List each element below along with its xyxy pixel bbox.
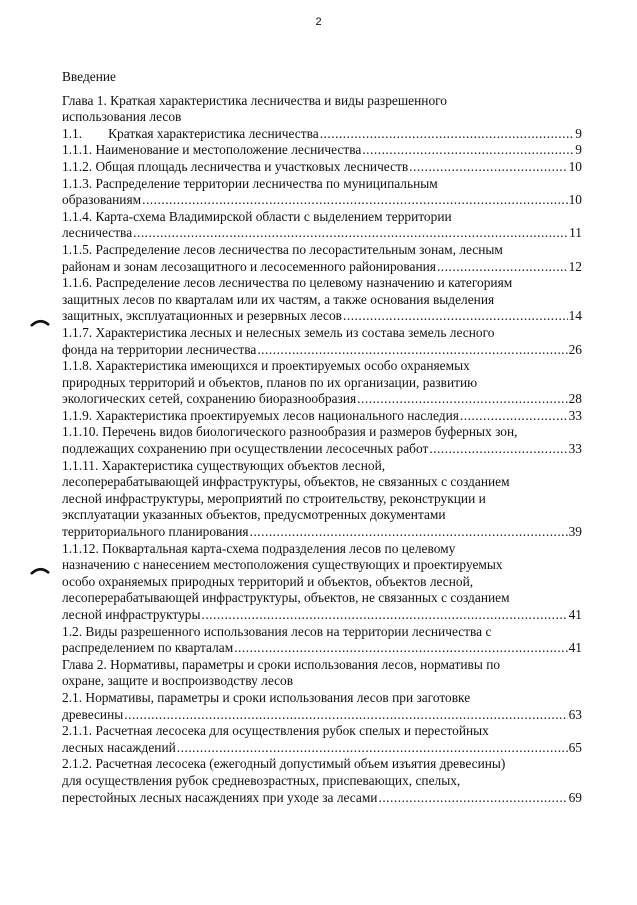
toc-entry xyxy=(62,209,582,242)
toc-entry-text: природных территорий и объектов, планов по их организации, развитию xyxy=(62,374,478,390)
scan-mark xyxy=(30,318,50,327)
toc-entry-page: 11 xyxy=(569,225,582,241)
toc-entry-text: 1.1.11. Характеристика существующих объектов лесной, xyxy=(62,457,386,473)
toc-entry-leader-line xyxy=(62,640,582,657)
dot-leader xyxy=(362,142,574,159)
toc-entry-page: 26 xyxy=(568,341,582,357)
toc-entry-page: 69 xyxy=(568,789,582,805)
toc-entry-text: защитных лесов по кварталам или их частям, а также основания выделения xyxy=(62,291,495,307)
toc-entry-leader-line xyxy=(62,790,582,807)
dot-leader xyxy=(429,441,567,458)
toc-entry-text: территориального планирования xyxy=(62,524,249,540)
toc-entry xyxy=(62,408,582,425)
toc-entry-page: 9 xyxy=(575,142,582,158)
toc-entry-text: 1.1.12. Поквартальная карта-схема подразделения лесов по целевому xyxy=(62,540,456,556)
dot-leader xyxy=(460,408,568,425)
toc-entry-text: защитных, эксплуатационных и резервных лесов xyxy=(62,308,342,324)
toc-entry xyxy=(62,358,582,408)
toc-entry-page: 12 xyxy=(568,258,582,274)
toc-entry xyxy=(62,142,582,159)
toc-entry-page: 28 xyxy=(568,391,582,407)
toc-entry-page: 41 xyxy=(568,640,582,656)
dot-leader xyxy=(257,342,567,359)
toc-entry-leader-line xyxy=(62,607,582,624)
toc-entry-text: лесоперерабатывающей инфраструктуры, объектов, не связанных с созданием xyxy=(62,590,510,606)
toc-entry xyxy=(62,458,582,541)
toc-entry-text: лесных насаждений xyxy=(62,739,176,755)
toc-entry-leader-line xyxy=(62,126,582,143)
toc-entry-text: 1.1.4. Карта-схема Владимирской области с выделением территории xyxy=(62,208,452,224)
toc-entry-title: Краткая характеристика лесничества xyxy=(108,125,319,141)
toc-entry-page: 9 xyxy=(575,125,582,141)
toc-entry xyxy=(62,690,582,723)
toc-entry-leader-line xyxy=(62,159,582,176)
toc-entry-text: 1.1.9. Характеристика проектируемых лесов национального наследия xyxy=(62,407,459,423)
toc-entry-text: лесной инфраструктуры, мероприятий по строительству, реконструкции и xyxy=(62,490,486,506)
dot-leader xyxy=(234,640,567,657)
toc-entry-text: перестойных лесных насаждениях при уходе за лесами xyxy=(62,789,378,805)
toc-entry-text: распределением по кварталам xyxy=(62,640,234,656)
toc-entry-text: использования лесов xyxy=(62,109,182,125)
toc-entry-page: 14 xyxy=(568,308,582,324)
toc-entry xyxy=(62,93,582,126)
toc-entry-text: подлежащих сохранению при осуществлении лесосечных работ xyxy=(62,441,429,457)
toc-entry-text: 1.1.10. Перечень видов биологического разнообразия и размеров буферных зон, xyxy=(62,424,518,440)
toc-entry-text: особо охраняемых природных территорий и объектов, объектов лесной, xyxy=(62,573,474,589)
toc-entry-leader-line xyxy=(62,441,582,458)
toc-entry-page: 33 xyxy=(568,441,582,457)
toc-entry xyxy=(62,275,582,325)
toc-entry xyxy=(62,424,582,457)
toc-entry-leader-line xyxy=(62,408,582,425)
dot-leader xyxy=(378,790,567,807)
toc-entry-leader-line xyxy=(62,391,582,408)
toc-entry-leader-line xyxy=(62,342,582,359)
toc-entry-text: Глава 1. Краткая характеристика лесничества и виды разрешенного xyxy=(62,92,447,108)
toc-entry-text xyxy=(62,126,319,143)
toc-entry-leader-line xyxy=(62,142,582,159)
dot-leader xyxy=(409,159,567,176)
toc-entry-page: 10 xyxy=(568,192,582,208)
toc-entry-text: 1.1.2. Общая площадь лесничества и участковых лесничеств xyxy=(62,158,409,174)
dot-leader xyxy=(124,707,567,724)
toc-entry xyxy=(62,657,582,690)
toc-entry xyxy=(62,242,582,275)
toc-entry-text: лесной инфраструктуры xyxy=(62,607,201,622)
dot-leader xyxy=(320,126,575,143)
toc-entry xyxy=(62,541,582,624)
toc-entry-text: лесоперерабатывающей инфраструктуры, объектов, не связанных с созданием xyxy=(62,474,510,490)
toc-entry-text: древесины xyxy=(62,706,124,722)
scan-mark xyxy=(30,566,50,575)
toc-entry-text: образованиям xyxy=(62,192,142,208)
toc-entry-text: 2.1.2. Расчетная лесосека (ежегодный допустимый объем изъятия древесины) xyxy=(62,756,506,772)
toc-entry-text: для осуществления рубок средневозрастных, приспевающих, спелых, xyxy=(62,772,461,788)
toc-entry-page: 10 xyxy=(568,158,582,174)
toc-entry-text: 1.1.1. Наименование и местоположение лесничества xyxy=(62,142,362,158)
toc-entry-page: 33 xyxy=(568,407,582,423)
dot-leader xyxy=(437,259,568,276)
toc-entry-text: 1.1.3. Распределение территории лесничества по муниципальным xyxy=(62,175,438,191)
toc-entry-leader-line xyxy=(62,524,582,541)
toc-entry-text: эксплуатации указанных объектов, предусмотренных документами xyxy=(62,507,446,523)
toc-entry-number: 1.1. xyxy=(62,125,83,141)
dot-leader xyxy=(133,225,568,242)
toc-entry-leader-line xyxy=(62,192,582,209)
toc-entry-leader-line xyxy=(62,308,582,325)
toc-entry xyxy=(62,176,582,209)
toc-entry-leader-line xyxy=(62,707,582,724)
toc-entry-page: 41 xyxy=(568,607,582,622)
dot-leader xyxy=(142,192,568,209)
toc-entry-text: охране, защите и воспроизводству лесов xyxy=(62,673,294,689)
table-of-contents xyxy=(62,69,582,806)
toc-entry-text: назначению с нанесением местоположения существующих и проектируемых xyxy=(62,557,503,573)
dot-leader xyxy=(250,524,568,541)
toc-entry-text: лесничества xyxy=(62,225,133,241)
toc-entry xyxy=(62,723,582,756)
toc-entry-text: Глава 2. Нормативы, параметры и сроки использования лесов, нормативы по xyxy=(62,656,501,672)
dot-leader xyxy=(202,607,568,624)
toc-entry-page: 65 xyxy=(568,739,582,755)
toc-entry-text: 2.1.1. Расчетная лесосека для осуществления рубок спелых и перестойных xyxy=(62,723,489,739)
toc-entry-text: 1.1.5. Распределение лесов лесничества по лесорастительным зонам, лесным xyxy=(62,241,503,257)
toc-entry-leader-line xyxy=(62,259,582,276)
toc-entry-text: 1.1.7. Характеристика лесных и нелесных земель из состава земель лесного xyxy=(62,324,495,340)
toc-entry-text: районам и зонам лесозащитного и лесосеменного районирования xyxy=(62,258,436,274)
toc-entry-text: 2.1. Нормативы, параметры и сроки использования лесов при заготовке xyxy=(62,689,471,705)
toc-entry xyxy=(62,325,582,358)
toc-entry-text: 1.2. Виды разрешенного использования лесов на территории лесничества с xyxy=(62,623,492,639)
toc-entry-page: 63 xyxy=(568,706,582,722)
dot-leader xyxy=(343,308,568,325)
toc-entry xyxy=(62,756,582,806)
page-number: 2 xyxy=(315,16,322,28)
toc-entry-leader-line xyxy=(62,740,582,757)
dot-leader xyxy=(177,740,568,757)
toc-entry-text: фонда на территории лесничества xyxy=(62,341,257,357)
toc-entry-text: 1.1.8. Характеристика имеющихся и проектируемых особо охраняемых xyxy=(62,358,470,374)
toc-entry-text: экологических сетей, сохранению биоразнообразия xyxy=(62,391,357,407)
toc-entry xyxy=(62,126,582,143)
toc-entry-text: 1.1.6. Распределение лесов лесничества по целевому назначению и категориям xyxy=(62,275,513,291)
toc-entry xyxy=(62,624,582,657)
dot-leader xyxy=(357,391,567,408)
toc-entry-leader-line xyxy=(62,225,582,242)
toc-entry xyxy=(62,159,582,176)
toc-entry-page: 39 xyxy=(568,524,582,540)
toc-intro: Введение xyxy=(62,69,116,84)
